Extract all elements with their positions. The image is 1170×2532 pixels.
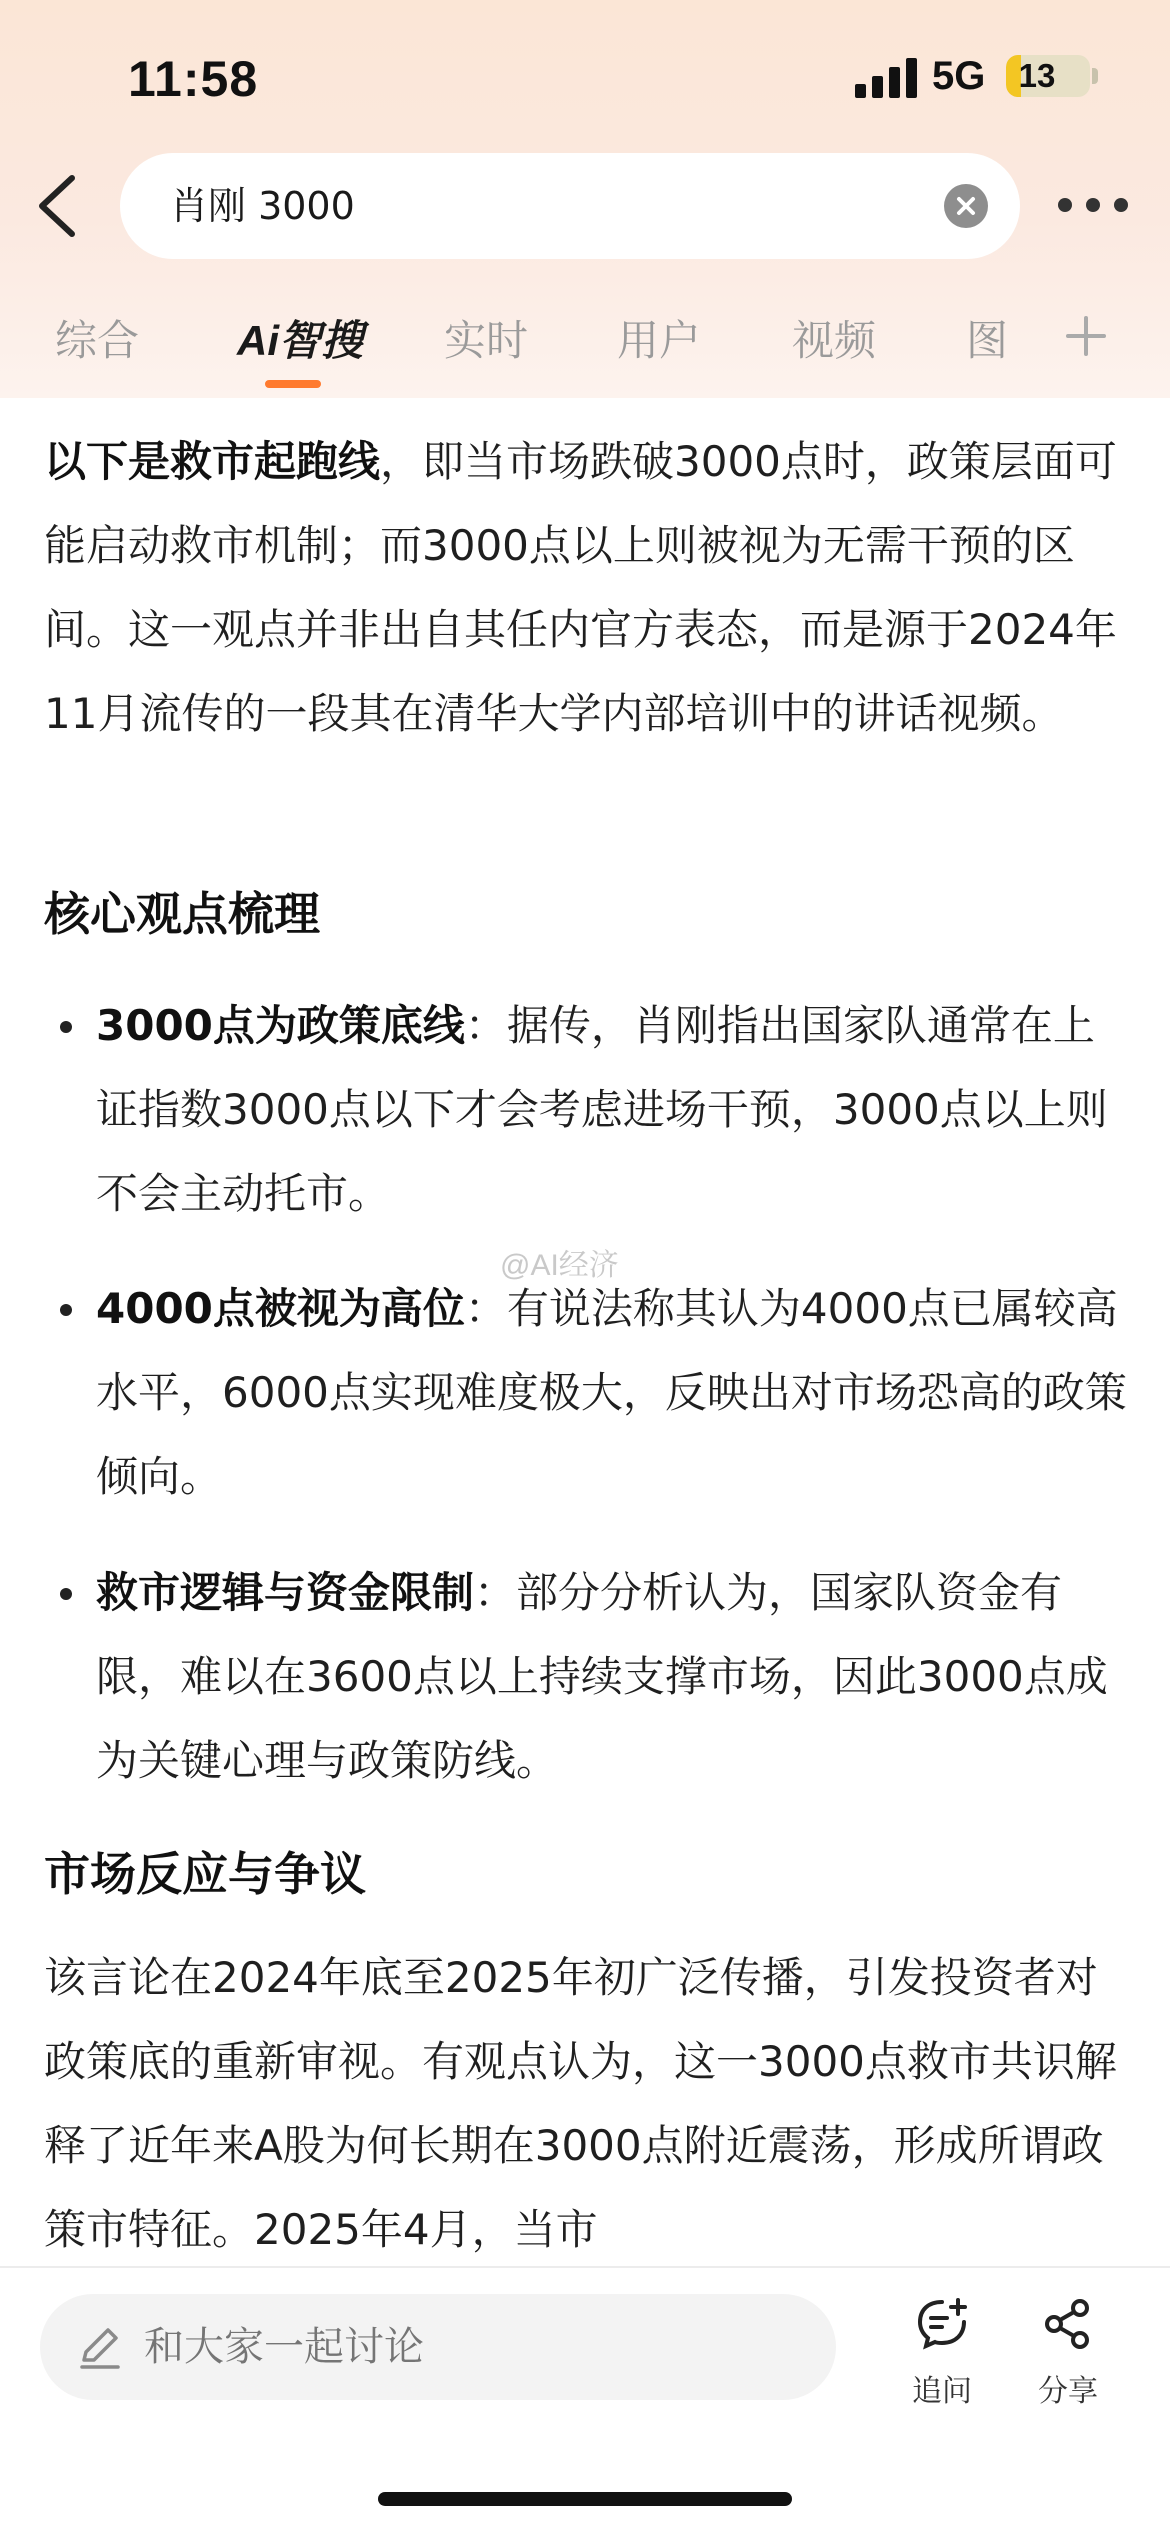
follow-up-button[interactable]	[892, 2296, 992, 2410]
network-type: 5G	[932, 54, 986, 98]
intro-text: ，即当市场跌破3000点时，政策层面可能启动救市机制；而3000点以上则被视为无需干预的区间。这一观点并非出自其任内官方表态，而是源于2024年11月流传的一段其在清华大学内部培训中的讲话视频。	[44, 437, 1117, 738]
bullet-title: 3000点为政策底线	[96, 1001, 465, 1050]
tab-comprehensive[interactable]: 综合	[55, 316, 140, 365]
intro-bold: 以下是救市起跑线	[44, 437, 381, 486]
more-dots-icon	[1114, 198, 1128, 212]
ai-badge: Ai	[237, 317, 279, 364]
add-tab-icon[interactable]	[1062, 312, 1110, 360]
bullet-dot	[60, 1588, 72, 1600]
search-tabs	[0, 300, 1170, 398]
bullet-body: ：有说法称其认为4000点已属较高水平，6000点实现难度极大，反映出对市场恐高的政策倾向。	[96, 1284, 1127, 1501]
bullet-title: 救市逻辑与资金限制	[96, 1568, 475, 1617]
tab-ai-search-label: 智搜	[279, 316, 364, 365]
list-item	[96, 1267, 1136, 1519]
battery-cap	[1092, 68, 1098, 84]
share-button[interactable]	[1018, 2296, 1118, 2410]
home-indicator[interactable]	[378, 2492, 792, 2506]
comment-box[interactable]	[40, 2294, 836, 2400]
bullet-body: ：部分分析认为，国家队资金有限，难以在3600点以上持续支撑市场，因此3000点成为关键心理与政策防线。	[96, 1568, 1108, 1785]
cellular-signal-icon	[855, 58, 917, 98]
share-label: 分享	[1038, 2374, 1098, 2409]
tab-realtime[interactable]: 实时	[444, 316, 529, 365]
bullet-body: ：据传，肖刚指出国家队通常在上证指数3000点以下才会考虑进场干预，3000点以上则不会主动托市。	[96, 1001, 1108, 1218]
battery-level: 13	[1018, 57, 1056, 94]
comment-input[interactable]	[144, 2294, 804, 2400]
more-options-button[interactable]	[1058, 190, 1128, 220]
status-bar	[0, 0, 1170, 150]
search-box[interactable]	[120, 153, 1020, 259]
list-item	[96, 984, 1136, 1236]
more-dots-icon	[1086, 198, 1100, 212]
more-dots-icon	[1058, 198, 1072, 212]
section-heading-core-views: 核心观点梳理	[44, 887, 320, 941]
section-heading-market-reaction: 市场反应与争议	[44, 1847, 366, 1901]
bullet-dot	[60, 1021, 72, 1033]
tab-ai-search[interactable]	[237, 308, 363, 368]
article-content	[0, 398, 1170, 2266]
bullet-dot	[60, 1304, 72, 1316]
header	[0, 0, 1170, 398]
battery-icon	[1006, 55, 1090, 97]
search-input[interactable]	[170, 153, 930, 259]
close-icon	[944, 184, 988, 228]
bottom-bar	[0, 2266, 1170, 2532]
active-tab-indicator	[265, 380, 321, 388]
market-reaction-paragraph: 该言论在2024年底至2025年初广泛传播，引发投资者对政策底的重新审视。有观点认为，这一3000点救市共识解释了近年来A股为何长期在3000点附近震荡，形成所谓政策市特征。2025年4月，当市	[44, 1953, 1117, 2254]
bullet-title: 4000点被视为高位	[96, 1284, 465, 1333]
list-item	[96, 1551, 1136, 1803]
intro-paragraph	[44, 420, 1130, 756]
share-icon	[1040, 2296, 1096, 2352]
pencil-icon	[74, 2322, 124, 2372]
watermark: @AI经济	[500, 1249, 619, 1282]
tab-images[interactable]: 图	[966, 316, 1009, 365]
back-arrow-icon[interactable]	[28, 170, 88, 242]
tab-videos[interactable]: 视频	[792, 316, 877, 365]
status-time: 11:58	[128, 51, 259, 107]
follow-up-chat-icon	[914, 2296, 970, 2352]
follow-up-label: 追问	[912, 2374, 972, 2409]
clear-search-button[interactable]	[944, 184, 988, 228]
tab-users[interactable]: 用户	[617, 316, 702, 365]
